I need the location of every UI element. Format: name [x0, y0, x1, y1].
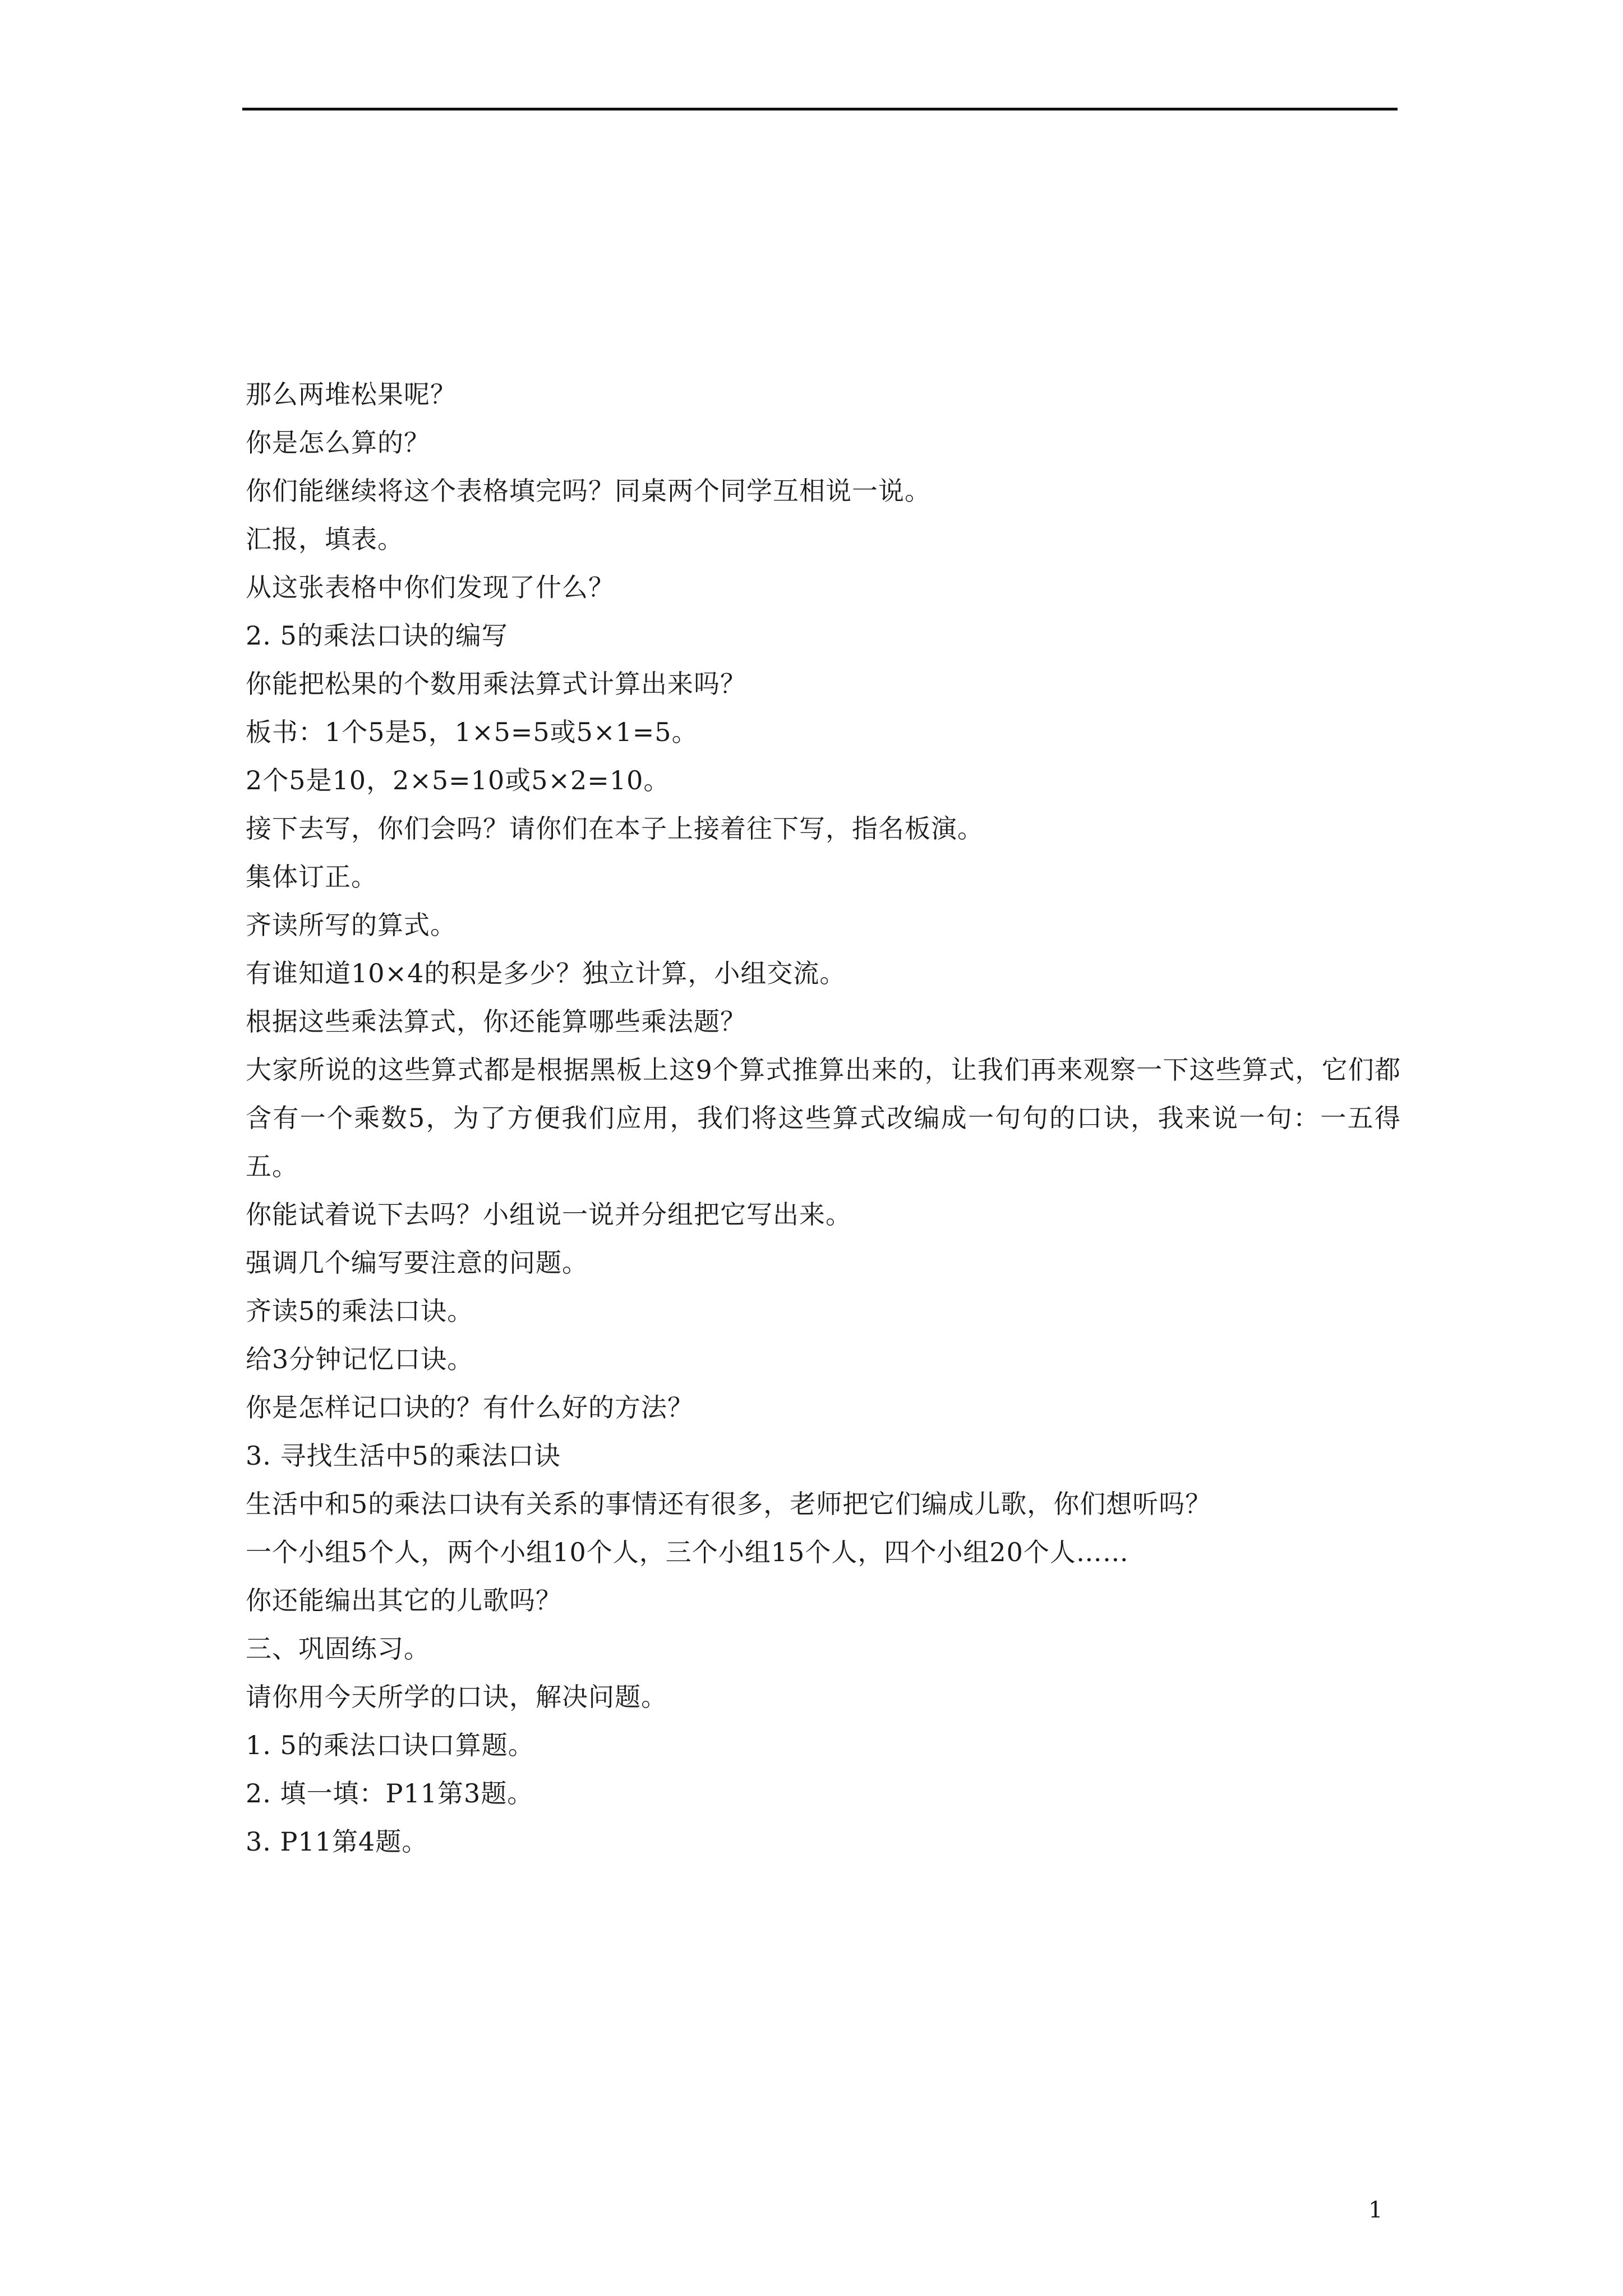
header-rule	[242, 108, 1398, 111]
text-line: 汇报，填表。	[246, 524, 404, 554]
text-line: 你能把松果的个数用乘法算式计算出来吗？	[246, 669, 746, 699]
text-line: 齐读5的乘法口诀。	[246, 1296, 474, 1326]
section-heading: 2. 5的乘法口诀的编写	[246, 620, 508, 651]
text-line: 有谁知道10×4的积是多少？独立计算，小组交流。	[246, 958, 846, 988]
text-line: 那么两堆松果呢？	[246, 379, 457, 409]
document-body	[246, 370, 1401, 1866]
text-line: 齐读所写的算式。	[246, 910, 457, 940]
text-line: 你还能编出其它的儿歌吗？	[246, 1585, 562, 1616]
text-line: 从这张表格中你们发现了什么？	[246, 572, 615, 602]
text-line: 强调几个编写要注意的问题。	[246, 1248, 588, 1278]
text-line: 请你用今天所学的口诀，解决问题。	[246, 1682, 667, 1712]
text-line: 你是怎样记口诀的？有什么好的方法？	[246, 1392, 694, 1423]
text-line: 板书：1个5是5，1×5=5或5×1=5。	[246, 717, 698, 747]
section-heading: 三、巩固练习。	[246, 1634, 430, 1664]
text-line: 你能试着说下去吗？小组说一说并分组把它写出来。	[246, 1199, 852, 1230]
text-line: 集体订正。	[246, 862, 377, 892]
text-line: 你是怎么算的？	[246, 427, 430, 458]
list-item: 1. 5的乘法口诀口算题。	[246, 1730, 534, 1760]
page-number: 1	[1368, 2197, 1383, 2223]
list-item: 2. 填一填：P11第3题。	[246, 1778, 534, 1809]
list-item: 3. P11第4题。	[246, 1826, 428, 1857]
text-line: 给3分钟记忆口诀。	[246, 1344, 474, 1374]
text-line: 一个小组5个人，两个小组10个人，三个小组15个人，四个小组20个人……	[246, 1537, 1129, 1567]
text-line: 2个5是10，2×5=10或5×2=10。	[246, 765, 670, 795]
text-paragraph: 大家所说的这些算式都是根据黑板上这9个算式推算出来的，让我们再来观察一下这些算式，它们都含有一个乘数5，为了方便我们应用，我们将这些算式改编成一句句的口诀，我来说一句：一五得五。	[246, 1055, 1401, 1181]
text-line: 生活中和5的乘法口诀有关系的事情还有很多，老师把它们编成儿歌，你们想听吗？	[246, 1489, 1212, 1519]
text-line: 根据这些乘法算式，你还能算哪些乘法题？	[246, 1006, 746, 1037]
section-heading: 3. 寻找生活中5的乘法口诀	[246, 1441, 561, 1471]
text-line: 接下去写，你们会吗？请你们在本子上接着往下写，指名板演。	[246, 813, 984, 844]
text-line: 你们能继续将这个表格填完吗？同桌两个同学互相说一说。	[246, 476, 931, 506]
